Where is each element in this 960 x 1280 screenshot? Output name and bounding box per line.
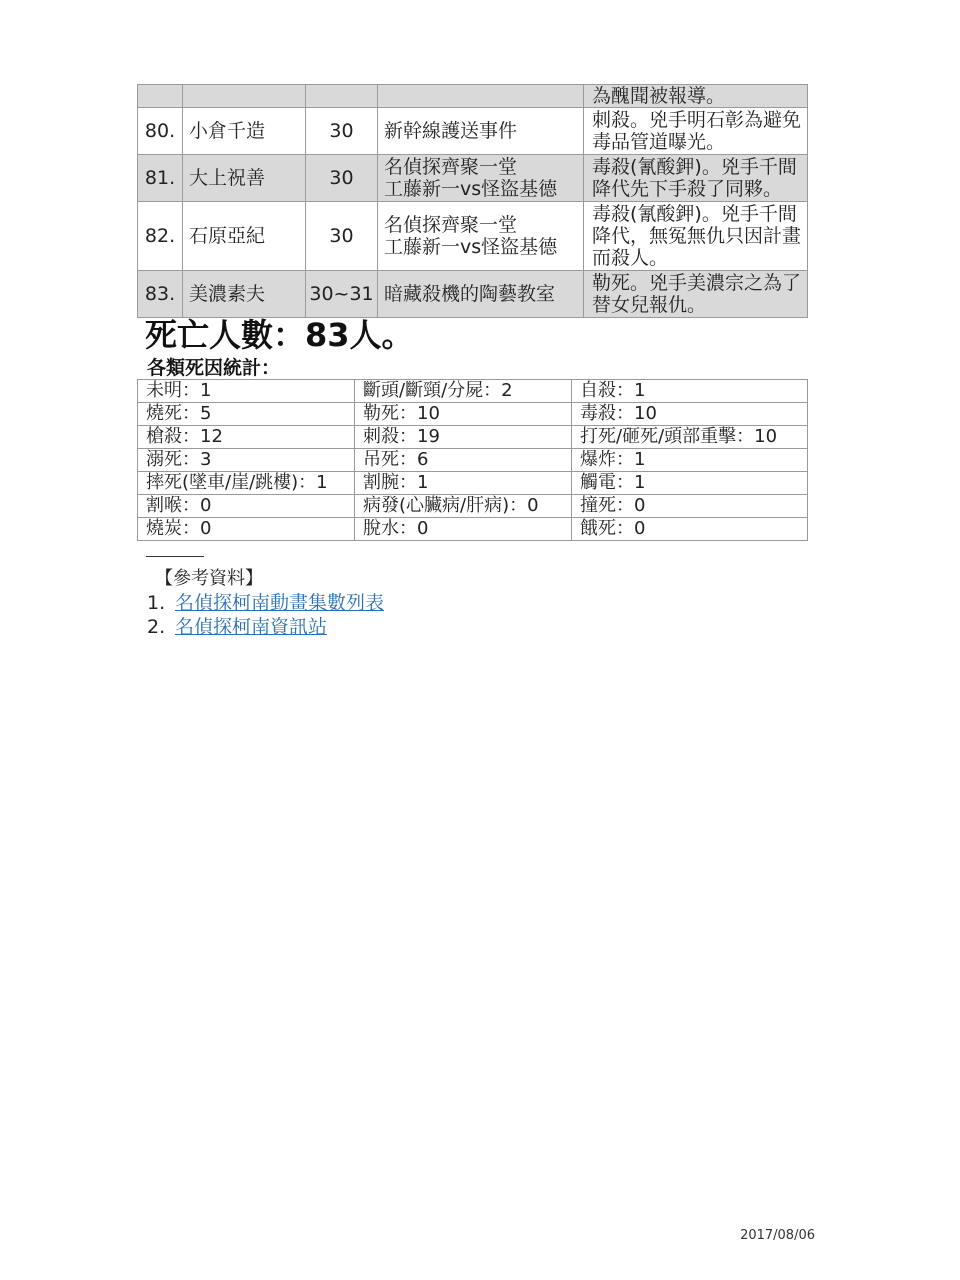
victim-number: 82. (138, 202, 183, 271)
victim-cause: 毒殺(氰酸鉀)。兇手千間降代先下手殺了同夥。 (584, 155, 808, 202)
stat-cell: 自殺：1 (572, 380, 808, 403)
victim-case-line: 名偵探齊聚一堂 (384, 214, 518, 236)
victim-number (138, 85, 183, 108)
victim-cause: 勒死。兇手美濃宗之為了替女兒報仇。 (584, 271, 808, 318)
reference-index: 2. (147, 616, 166, 638)
victim-name (183, 85, 306, 108)
table-row (138, 426, 808, 449)
victim-name: 石原亞紀 (183, 202, 306, 271)
victim-case (378, 202, 584, 271)
table-row (138, 472, 808, 495)
victim-name: 美濃素夫 (183, 271, 306, 318)
victim-episode: 30 (306, 202, 378, 271)
stat-cell: 割喉：0 (138, 495, 355, 518)
victim-name: 小倉千造 (183, 108, 306, 155)
stat-cell: 觸電：1 (572, 472, 808, 495)
victim-episode: 30~31 (306, 271, 378, 318)
reference-item (147, 592, 384, 614)
victim-number: 83. (138, 271, 183, 318)
cause-stats-heading: 各類死因統計： (147, 357, 281, 379)
stat-cell: 未明：1 (138, 380, 355, 403)
stat-cell: 溺死：3 (138, 449, 355, 472)
victim-number: 80. (138, 108, 183, 155)
victim-case-line: 工藤新一vs怪盜基德 (384, 178, 558, 200)
table-row (138, 403, 808, 426)
table-row (138, 271, 808, 318)
victim-case-line: 工藤新一vs怪盜基德 (384, 236, 558, 258)
table-row (138, 155, 808, 202)
victim-episode: 30 (306, 108, 378, 155)
victim-case-line: 暗藏殺機的陶藝教室 (384, 283, 556, 305)
stat-cell: 打死/砸死/頭部重擊：10 (572, 426, 808, 449)
death-total-heading: 死亡人數：83人。 (145, 316, 414, 354)
victim-episode (306, 85, 378, 108)
cause-stats-table (137, 379, 808, 541)
victim-case (378, 85, 584, 108)
stat-cell: 刺殺：19 (355, 426, 572, 449)
stat-cell: 病發(心臟病/肝病)：0 (355, 495, 572, 518)
stat-cell: 燒炭：0 (138, 518, 355, 541)
table-row (138, 518, 808, 541)
table-row (138, 85, 808, 108)
stat-cell: 毒殺：10 (572, 403, 808, 426)
stat-cell: 斷頭/斷頸/分屍：2 (355, 380, 572, 403)
victim-case (378, 155, 584, 202)
victim-case-line: 名偵探齊聚一堂 (384, 156, 518, 178)
footer-date: 2017/08/06 (740, 1228, 815, 1243)
stat-cell: 槍殺：12 (138, 426, 355, 449)
table-row (138, 449, 808, 472)
reference-link-episode-list[interactable]: 名偵探柯南動畫集數列表 (175, 592, 385, 614)
reference-link-info-station[interactable]: 名偵探柯南資訊站 (175, 616, 328, 638)
victim-episode: 30 (306, 155, 378, 202)
table-row (138, 108, 808, 155)
table-row (138, 495, 808, 518)
victim-case (378, 108, 584, 155)
victim-case-line: 新幹線護送事件 (384, 120, 518, 142)
references-heading: 【參考資料】 (155, 568, 263, 589)
reference-index: 1. (147, 592, 166, 614)
victim-cause: 毒殺(氰酸鉀)。兇手千間降代，無冤無仇只因計畫而殺人。 (584, 202, 808, 271)
victim-cause: 刺殺。兇手明石彰為避免毒品管道曝光。 (584, 108, 808, 155)
stat-cell: 勒死：10 (355, 403, 572, 426)
victims-table (137, 84, 808, 318)
stat-cell: 燒死：5 (138, 403, 355, 426)
table-row (138, 380, 808, 403)
stat-cell: 餓死：0 (572, 518, 808, 541)
reference-item (147, 616, 327, 638)
table-row (138, 202, 808, 271)
victim-case (378, 271, 584, 318)
footnote-divider (146, 556, 204, 557)
stat-cell: 摔死(墜車/崖/跳樓)：1 (138, 472, 355, 495)
stat-cell: 爆炸：1 (572, 449, 808, 472)
victim-cause: 為醜聞被報導。 (584, 85, 808, 108)
victim-name: 大上祝善 (183, 155, 306, 202)
stat-cell: 脫水：0 (355, 518, 572, 541)
stat-cell: 撞死：0 (572, 495, 808, 518)
stat-cell: 割腕：1 (355, 472, 572, 495)
stat-cell: 吊死：6 (355, 449, 572, 472)
victim-number: 81. (138, 155, 183, 202)
